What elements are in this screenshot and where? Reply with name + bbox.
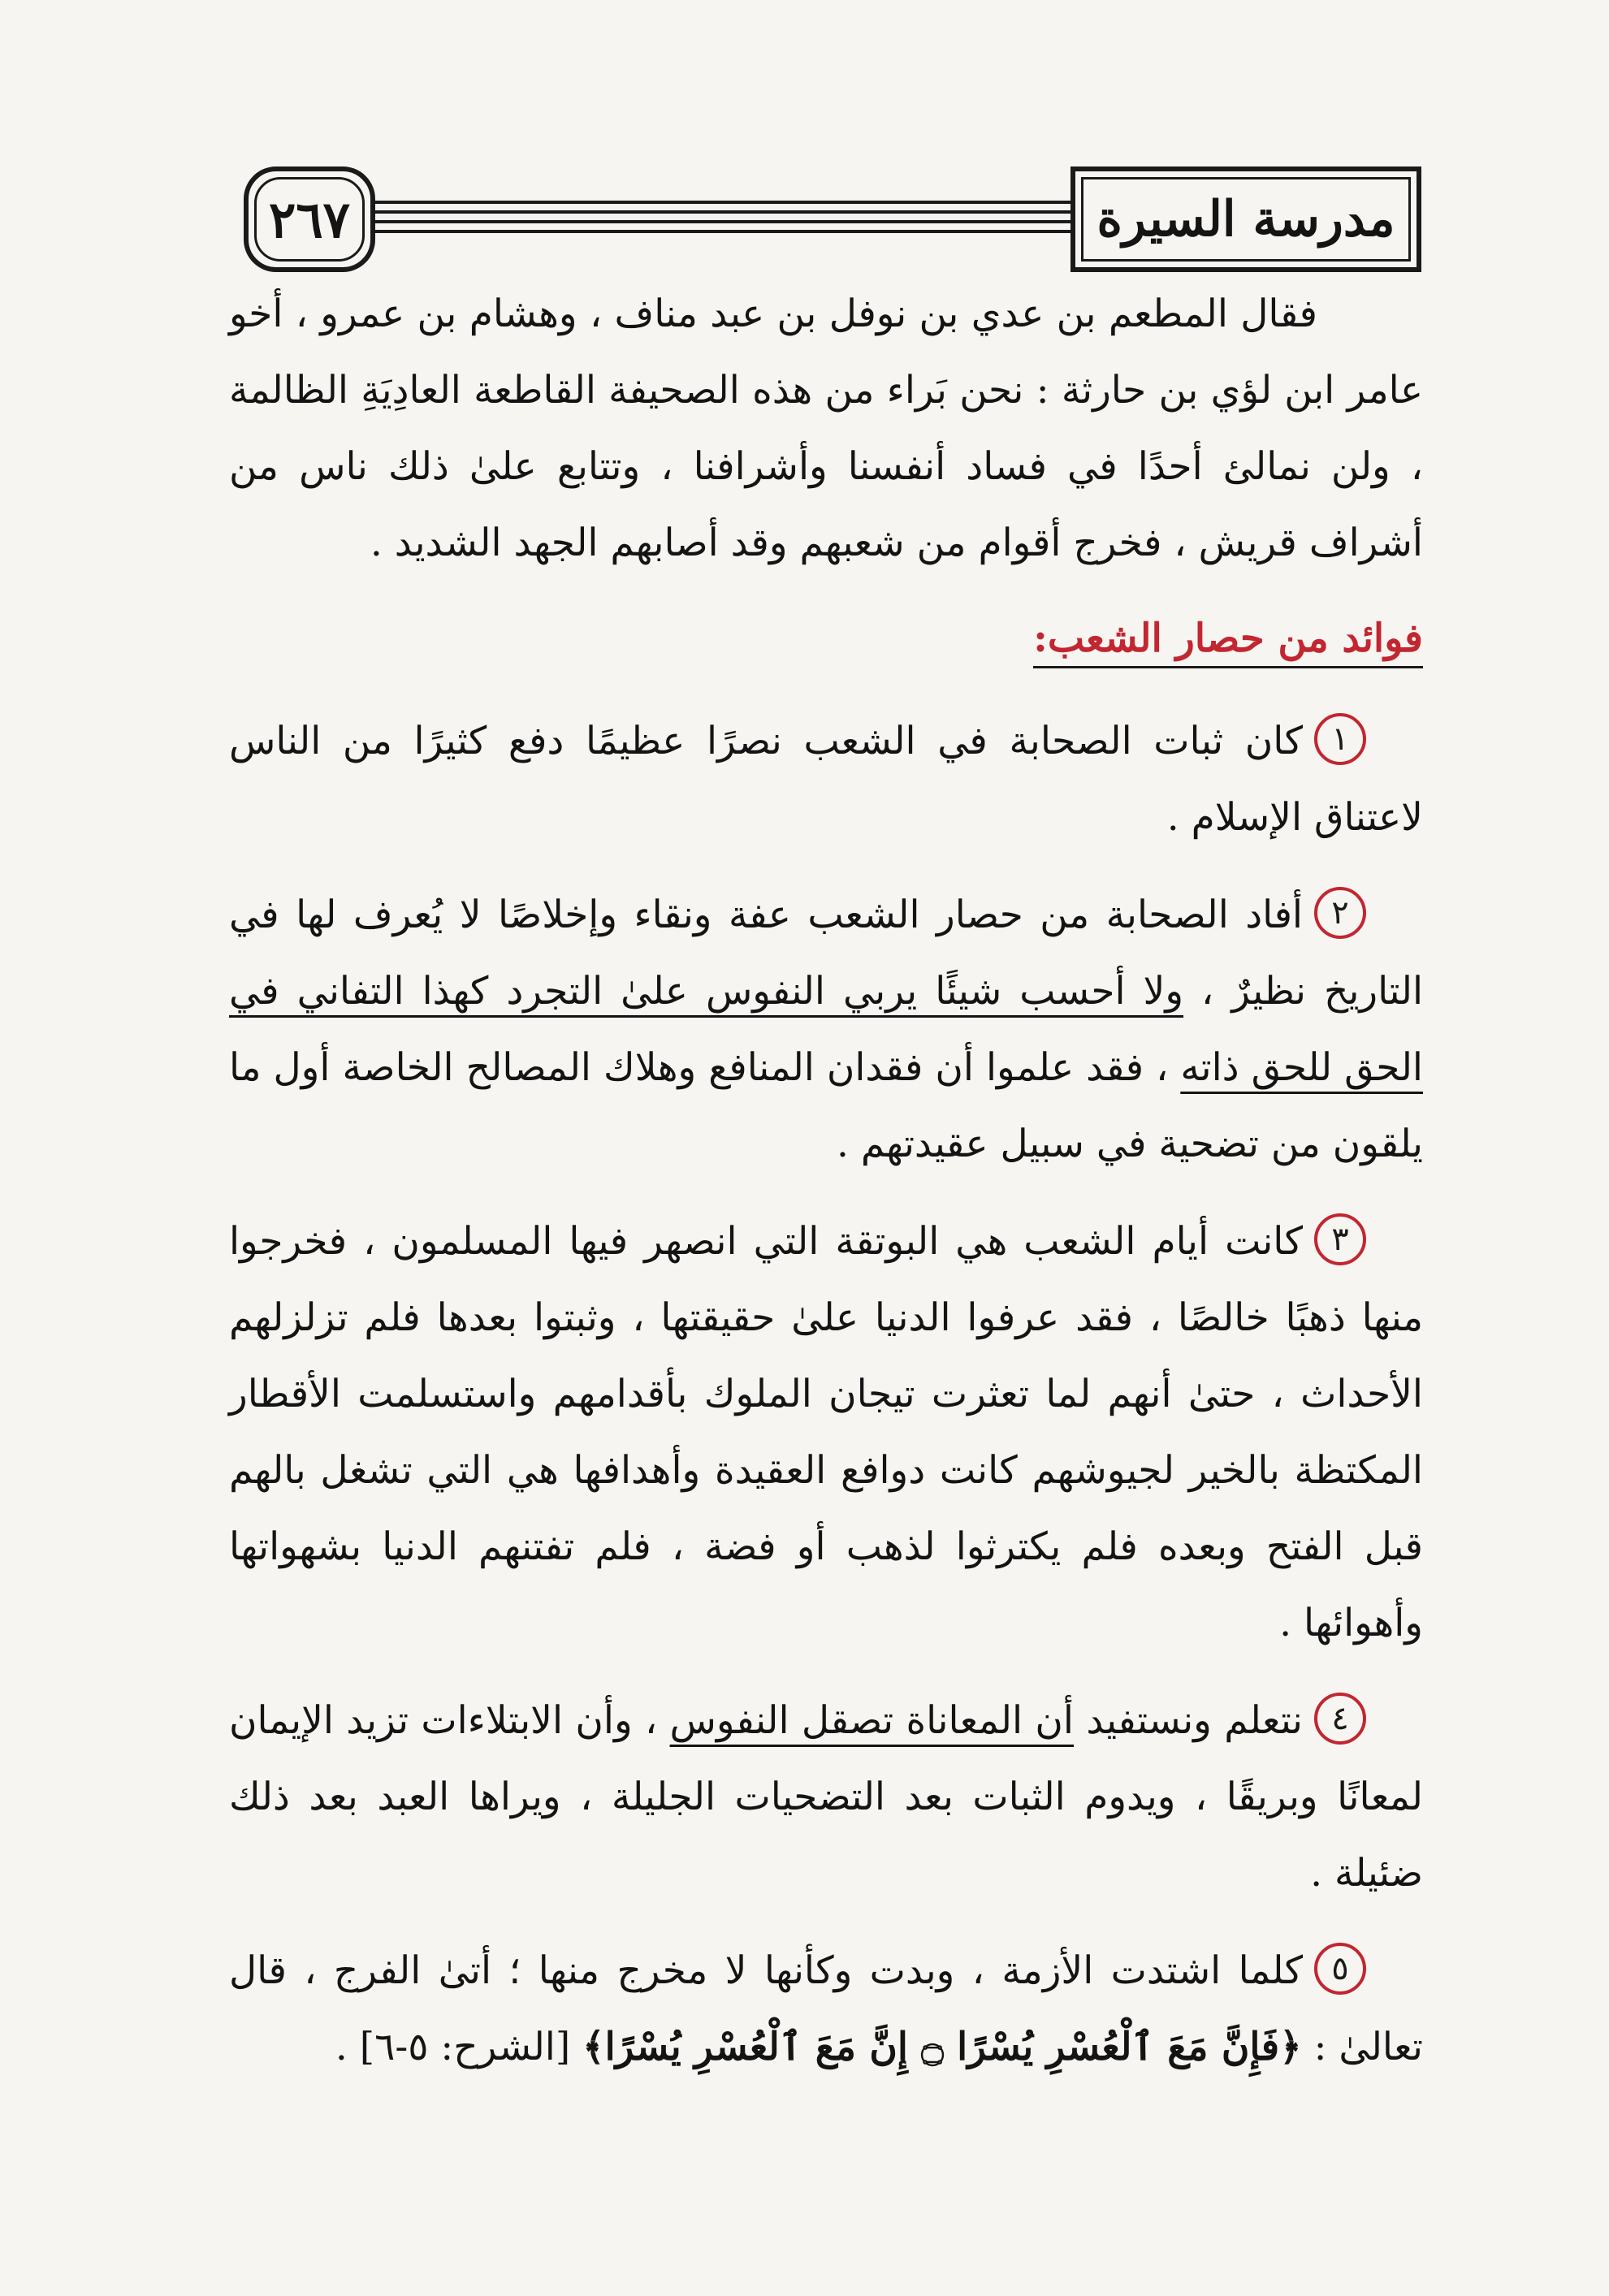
item-number-circle: ٢ <box>1314 887 1366 939</box>
item-text: ، وأن الابتلاءات تزيد الإيمان لمعانًا وبريقًا ، ويدوم الثبات بعد التضحيات الجليلة ، ويراها العبد بعد ذلك ضئيلة . <box>229 1698 1423 1896</box>
list-item-1 <box>229 703 1423 856</box>
quran-quote: ﴿فَإِنَّ مَعَ ٱلْعُسْرِ يُسْرًا ۝ إِنَّ مَعَ ٱلْعُسْرِ يُسْرًا﴾ <box>582 2025 1302 2069</box>
item-text: كان ثبات الصحابة في الشعب نصرًا عظيمًا دفع كثيرًا من الناس لاعتناق الإسلام . <box>229 719 1423 840</box>
item-text: ، فقد علموا أن فقدان المنافع وهلاك المصالح الخاصة أول ما يلقون من تضحية في سبيل عقيدتهم . <box>229 1045 1423 1166</box>
item-number-circle: ٣ <box>1314 1213 1366 1265</box>
section-heading <box>229 606 1423 671</box>
underlined-text: ولا أحسب شيئًا يربي النفوس علىٰ التجرد كهذا التفاني في الحق للحق ذاته <box>229 969 1423 1090</box>
page-body <box>229 276 1423 2086</box>
list-item-4 <box>229 1683 1423 1912</box>
item-text: نتعلم ونستفيد <box>1073 1698 1303 1743</box>
list-item-3 <box>229 1204 1423 1662</box>
page-number: ٢٦٧ <box>244 166 375 272</box>
underlined-text: أن المعاناة تصقل النفوس <box>669 1698 1074 1743</box>
list-item-2 <box>229 877 1423 1183</box>
list-item-5 <box>229 1933 1423 2086</box>
quote-citation: [الشرح: ٥-٦] . <box>335 2025 583 2069</box>
item-number-circle: ١ <box>1314 713 1366 765</box>
item-text: كلما اشتدت الأزمة ، وبدت وكأنها لا مخرج منها ؛ أتىٰ الفرج ، قال تعالىٰ : <box>229 1948 1423 2069</box>
page-header <box>227 158 1421 280</box>
item-number-circle: ٥ <box>1314 1943 1366 1995</box>
intro-paragraph: فقال المطعم بن عدي بن نوفل بن عبد مناف ، وهشام بن عمرو ، أخو عامر ابن لؤي بن حارثة : نحن بَراء من هذه الصحيفة القاطعة العادِيَةِ الظالمة ، ولن نمالئ أحدًا في فساد أنفسنا وأشرافنا ، وتتابع علىٰ ذلك ناس من أشراف قريش ، فخرج أقوام من شعبهم وقد أصابهم الجهد الشديد . <box>229 292 1423 565</box>
book-title: مدرسة السيرة <box>1071 166 1421 272</box>
item-text: أفاد الصحابة من حصار الشعب عفة ونقاء وإخلاصًا لا يُعرف لها في التاريخ نظيرٌ ، <box>229 893 1423 1014</box>
section-heading-text: فوائد من حصار الشعب: <box>1033 616 1423 668</box>
item-text: كانت أيام الشعب هي البوتقة التي انصهر فيها المسلمون ، فخرجوا منها ذهبًا خالصًا ، فقد عرفوا الدنيا علىٰ حقيقتها ، وثبتوا بعدها فلم تزلزلهم الأحداث ، حتىٰ أنهم لما تعثرت تيجان الملوك بأقدامهم واستسلمت الأقطار المكتظة بالخير لجيوشهم كانت دوافع العقيدة وأهدافها هي التي تشغل بالهم قبل الفتح وبعده فلم يكترثوا لذهب أو فضة ، فلم تفتنهم الدنيا بشهواتها وأهوائها . <box>229 1219 1423 1645</box>
item-number-circle: ٤ <box>1314 1693 1366 1745</box>
